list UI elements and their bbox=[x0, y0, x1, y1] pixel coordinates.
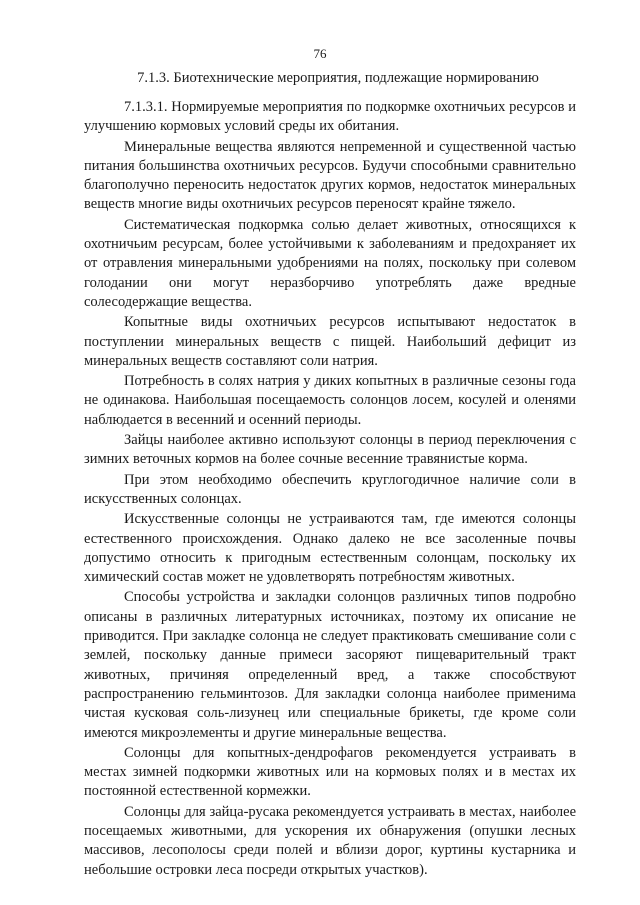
paragraph: 7.1.3.1. Нормируемые мероприятия по подкормке охотничьих ресурсов и улучшению кормовых условий среды их обитания. bbox=[84, 99, 576, 135]
paragraph: Систематическая подкормка солью делает животных, относящихся к охотничьим ресурсам, более устойчивыми к заболеваниям и предохраняет их от отравления минеральными удобрениями на полях, поскольку при солевом голодании они могут неразборчиво употреблять даже вредные солесодержащие вещества. bbox=[84, 216, 576, 310]
paragraph: Потребность в солях натрия у диких копытных в различные сезоны года не одинакова. Наибольшая посещаемость солонцов лосем, косулей и оленями наблюдается в весенний и осенний периоды. bbox=[84, 373, 576, 428]
paragraph: Копытные виды охотничьих ресурсов испытывают недостаток в поступлении минеральных веществ с пищей. Наибольший дефицит из минеральных веществ составляют соли натрия. bbox=[84, 314, 576, 369]
body-text bbox=[84, 98, 576, 881]
paragraph: Зайцы наиболее активно используют солонцы в период переключения с зимних веточных кормов на более сочные весенние травянистые корма. bbox=[84, 432, 576, 468]
paragraph: Солонцы для зайца-русака рекомендуется устраивать в местах, наиболее посещаемых животными, для ускорения их обнаружения (опушки лесных массивов, лесополосы среди полей и вблизи дорог, куртины кустарника и небольшие островки леса посреди открытых участков). bbox=[84, 803, 576, 878]
paragraph: Солонцы для копытных-дендрофагов рекомендуется устраивать в местах зимней подкормки животных или на кормовых полях и в местах их постоянной естественной кормежки. bbox=[84, 744, 576, 800]
section-heading: 7.1.3. Биотехнические мероприятия, подлежащие нормированию bbox=[137, 70, 539, 86]
paragraph: Минеральные вещества являются непременной и существенной частью питания большинства охотничьих ресурсов. Будучи способными сравнительно благополучно переносить недостаток других кормов, недостаток минеральных веществ многие виды охотничьих ресурсов переносят крайне тяжело. bbox=[84, 138, 576, 213]
paragraph: При этом необходимо обеспечить круглогодичное наличие соли в искусственных солонцах. bbox=[84, 471, 576, 507]
paragraph: Способы устройства и закладки солонцов различных типов подробно описаны в различных литературных источниках, поэтому их описание не приводится. При закладке солонца не следует практиковать смешивание соли с землей, поскольку данные примеси засоряют пищеварительный тракт животных, причиняя определенный вред, а также способствуют распространению гельминтозов. Для закладки солонца наиболее применима чистая кусковая соль-лизунец или специальные брикеты, где кроме соли имеются микроэлементы и другие минеральные вещества. bbox=[84, 589, 576, 741]
page-number: 76 bbox=[313, 46, 327, 61]
paragraph: Искусственные солонцы не устраиваются там, где имеются солонцы естественного происхождения. Однако далеко не все засоленные почвы допустимо относить к пригодным естественным солонцам, поскольку их химический состав может не удовлетворять потребностям животных. bbox=[84, 511, 576, 586]
